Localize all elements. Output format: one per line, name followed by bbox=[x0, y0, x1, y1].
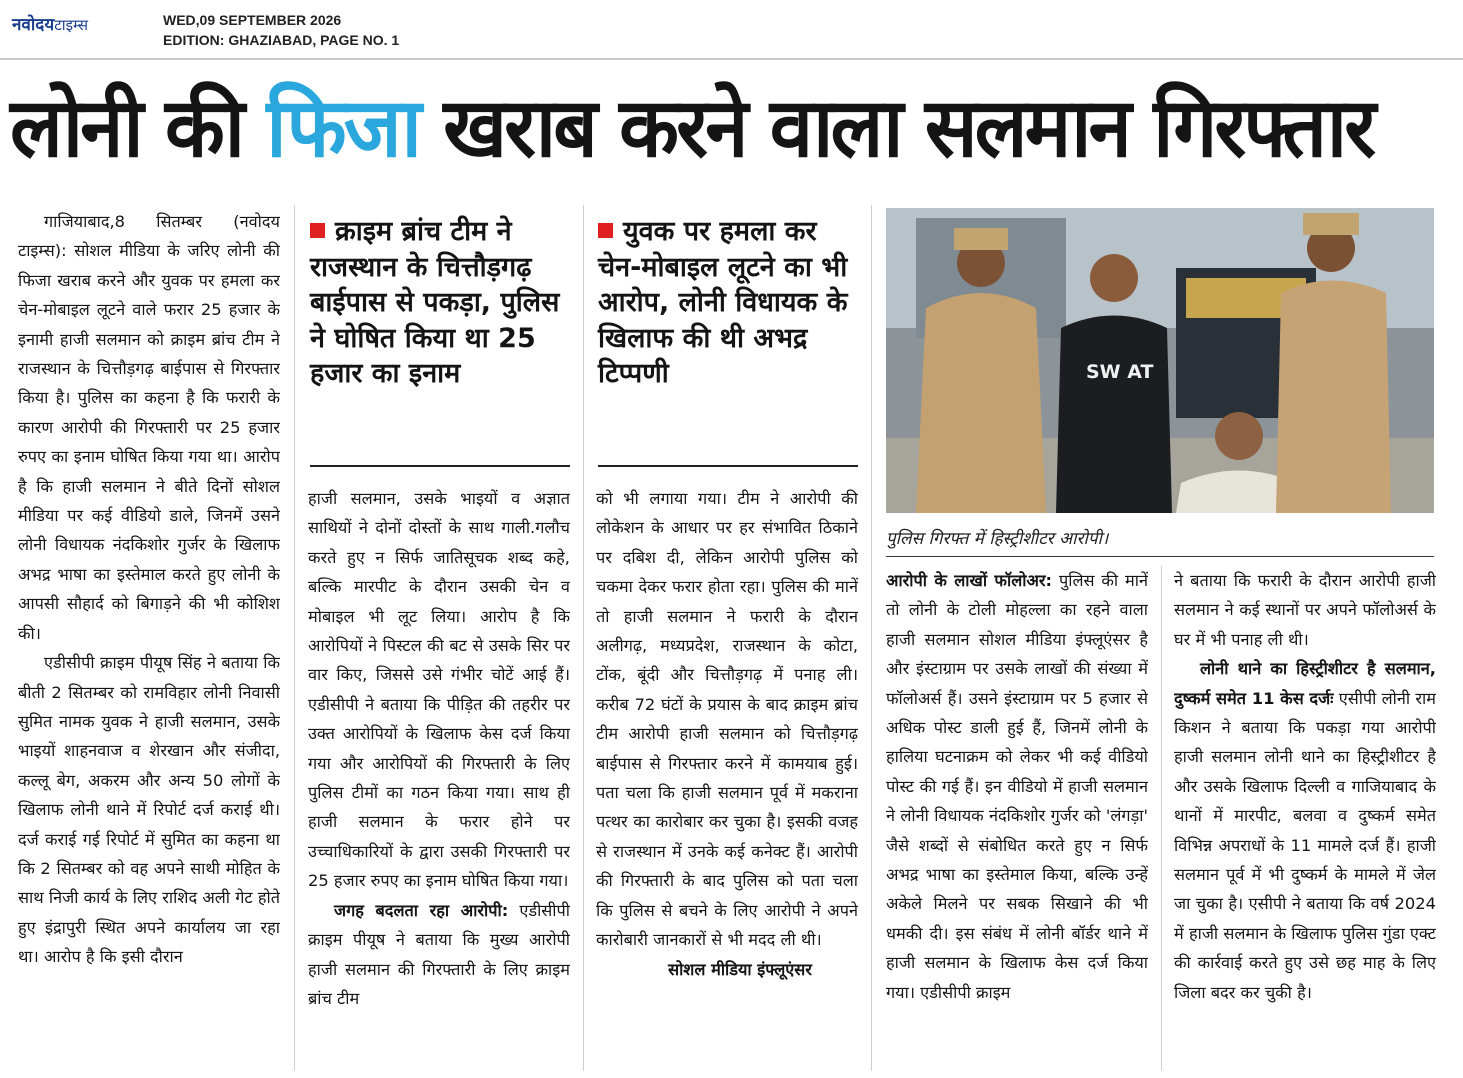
red-square-bullet-icon bbox=[310, 223, 325, 238]
article-column-5 bbox=[1174, 566, 1436, 1073]
column-divider bbox=[583, 205, 584, 1071]
col4-paragraph-1: पुलिस की मानें तो लोनी के टोली मोहल्ला का रहने वाला हाजी सलमान सोशल मीडिया इंफ्लूएंसर है और इंस्टाग्राम पर उसके लाखों की संख्या में फॉलोअर्स हैं। उसने इंस्टाग्राम पर 5 हजार से अधिक पोस्ट डाली हुई हैं, जिनमें लोनी के हालिया घटनाक्रम को लेकर भी कई वीडियो पोस्ट की गई हैं। इन वीडियो में हाजी सलमान ने लोनी विधायक नंदकिशोर गुर्जर को 'लंगड़ा' जैसे शब्दों से संबोधित करते हुए न सिर्फ अभद्र भाषा का इस्तेमाल किया, बल्कि उन्हें अकेले मिलने पर सबक सिखाने की भी धमकी दी। इस संबंध में लोनी बॉर्डर थाने में हाजी सलमान के खिलाफ केस दर्ज किया गया। एडीसीपी क्राइम bbox=[886, 571, 1148, 1002]
subheadline-right bbox=[598, 214, 856, 392]
subheadline-left bbox=[310, 214, 568, 392]
police-arrest-photo bbox=[886, 208, 1434, 513]
col2-paragraph-2: एडीसीपी क्राइम पीयूष ने बताया कि मुख्य आरोपी हाजी सलमान की गिरफ्तारी के लिए क्राइम ब्रांच टीम bbox=[308, 900, 570, 1008]
col2-section-heading: जगह बदलता रहा आरोपी: bbox=[334, 900, 509, 920]
subheadline-right-text: युवक पर हमला कर चेन-मोबाइल लूटने का भी आरोप, लोनी विधायक के खिलाफ की थी अभद्र टिप्पणी bbox=[598, 216, 848, 389]
subheadline-rule-left bbox=[310, 465, 570, 467]
subheadline-rule-right bbox=[598, 465, 858, 467]
logo-main: नवोदय bbox=[12, 15, 55, 35]
column-divider bbox=[871, 205, 872, 1071]
swat-shirt-text: SW AT bbox=[1086, 361, 1154, 383]
article-column-3 bbox=[596, 484, 858, 1073]
edition-info bbox=[163, 10, 399, 50]
col2-paragraph-1: हाजी सलमान, उसके भाइयों व अज्ञात साथियों ने दोनों दोस्तों के साथ गाली.गलौच करते हुए न सिर्फ जातिसूचक शब्द कहे, बल्कि मारपीट के दौरान उसकी चेन व मोबाइल भी लूट लिया। आरोप है कि आरोपियों ने पिस्टल की बट से उसके सिर पर वार किए, जिससे उसे गंभीर चोटें आई हैं। एडीसीपी ने बताया कि पीड़ित की तहरीर पर उक्त आरोपियों के खिलाफ केस दर्ज किया गया और आरोपियों की गिरफ्तारी के लिए पुलिस टीमों का गठन किया गया। साथ ही हाजी सलमान के फरार होने पर उच्चाधिकारियों के द्वारा उसकी गिरफ्तारी पर 25 हजार रुपए का इनाम घोषित किया गया। bbox=[308, 489, 570, 891]
subheadline-left-text: क्राइम ब्रांच टीम ने राजस्थान के चित्तौड़गढ़ बाईपास से पकड़ा, पुलिस ने घोषित किया था 25 हजार का इनाम bbox=[310, 216, 560, 389]
col5-paragraph-2: एसीपी लोनी राम किशन ने बताया कि पकड़ा गया आरोपी हाजी सलमान लोनी थाने का हिस्ट्रीशीटर है और उसके खिलाफ दिल्ली व गाजियाबाद के थानों में मारपीट, बलवा व दुष्कर्म समेत विभिन्न अपराधों के 11 मामले दर्ज हैं। हाजी सलमान पूर्व में भी दुष्कर्म के मामले में जेल जा चुका है। एसीपी ने बताया कि वर्ष 2024 में हाजी सलमान के खिलाफ पुलिस गुंडा एक्ट की कार्रवाई करते हुए उसे छह माह के लिए जिला बदर कर चुकी है। bbox=[1174, 688, 1436, 1002]
col3-section-heading: सोशल मीडिया इंफ्लूएंसर bbox=[668, 959, 812, 979]
news-photo bbox=[886, 208, 1434, 513]
logo-sub: टाइम्स bbox=[54, 16, 89, 34]
col4-section-heading: आरोपी के लाखों फॉलोअर: bbox=[886, 571, 1053, 590]
red-square-bullet-icon bbox=[598, 223, 613, 238]
article-column-4 bbox=[886, 566, 1148, 1073]
col5-paragraph-1: ने बताया कि फरारी के दौरान आरोपी हाजी सलमान ने कई स्थानों पर अपने फॉलोअर्स के घर में भी पनाह ली थी। bbox=[1174, 571, 1436, 649]
edition-line: EDITION: GHAZIABAD, PAGE NO. 1 bbox=[163, 32, 400, 48]
page-headline bbox=[10, 74, 1388, 184]
masthead-divider bbox=[0, 58, 1463, 60]
headline-part1: लोनी की bbox=[10, 81, 267, 176]
col1-paragraph-2: एडीसीपी क्राइम पीयूष सिंह ने बताया कि बीती 2 सितम्बर को रामविहार लोनी निवासी सुमित नामक युवक ने हाजी सलमान, उसके भाइयों शाहनवाज व शेरखान और संजीदा, कल्लू बेग, अकरम और अन्य 50 लोगों के खिलाफ लोनी थाने में रिपोर्ट दर्ज कराई थी। दर्ज कराई गई रिपोर्ट में सुमित का कहना था कि 2 सितम्बर को वह अपने साथी मोहित के साथ निजी कार्य के लिए राशिद अली गेट होते हुए इंद्रापुरी स्थित अपने कार्यालय जा रहा था। आरोप है कि इसी दौरान bbox=[18, 653, 280, 967]
headline-highlight: फिजा bbox=[266, 81, 419, 176]
article-column-2 bbox=[308, 484, 570, 1073]
column-divider bbox=[1161, 566, 1162, 1071]
date-line: WED,09 SEPTEMBER 2026 bbox=[163, 12, 342, 28]
caption-rule bbox=[886, 556, 1434, 557]
masthead bbox=[0, 0, 1463, 58]
article-column-1 bbox=[18, 207, 280, 1073]
headline-part2: खराब करने वाला सलमान गिरफ्तार bbox=[418, 81, 1374, 176]
photo-caption: पुलिस गिरफ्त में हिस्ट्रीशीटर आरोपी। bbox=[886, 529, 1109, 549]
newspaper-logo[interactable] bbox=[12, 12, 88, 35]
col1-paragraph-1: गाजियाबाद,8 सितम्बर (नवोदय टाइम्स): सोशल मीडिया के जरिए लोनी की फिजा खराब करने और युवक पर हमला कर चेन-मोबाइल लूटने वाले फरार 25 हजार के इनामी हाजी सलमान को क्राइम ब्रांच टीम ने राजस्थान के चित्तौड़गढ़ बाईपास से गिरफ्तार किया है। पुलिस का कहना है कि फरारी के कारण आरोपी की गिरफ्तारी पर 25 हजार रुपए का इनाम घोषित किया गया था। आरोप है कि हाजी सलमान ने बीते दिनों सोशल मीडिया पर कई वीडियो डाले, जिनमें उसने लोनी विधायक नंदकिशोर गुर्जर के खिलाफ अभद्र भाषा का इस्तेमाल करते हुए लोनी के आपसी सौहार्द को बिगाड़ने की भी कोशिश की। bbox=[18, 212, 280, 643]
col3-paragraph-1: को भी लगाया गया। टीम ने आरोपी की लोकेशन के आधार पर हर संभावित ठिकाने पर दबिश दी, लेकिन आरोपी पुलिस को चकमा देकर फरार होता रहा। पुलिस की मानें तो हाजी सलमान ने फरारी के दौरान अलीगढ़, मध्यप्रदेश, राजस्थान के कोटा, टोंक, बूंदी और चित्तौड़गढ़ में पनाह ली। करीब 72 घंटों के प्रयास के बाद क्राइम ब्रांच टीम आरोपी हाजी सलमान को चित्तौड़गढ़ बाईपास से गिरफ्तार करने में कामयाब हुई। पता चला कि हाजी सलमान पूर्व में मकराना पत्थर का कारोबार कर चुका है। इसकी वजह से राजस्थान में उनके कई कनेक्ट हैं। आरोपी की गिरफ्तारी के बाद पुलिस को पता चला कि पुलिस से बचने के लिए आरोपी ने अपने कारोबारी जानकारों से भी मदद ली थी। bbox=[596, 489, 858, 950]
col5-section-heading: लोनी थाने का हिस्ट्रीशीटर है सलमान, दुष्कर्म समेत 11 केस दर्जः bbox=[1174, 659, 1436, 708]
column-divider bbox=[294, 205, 295, 1071]
